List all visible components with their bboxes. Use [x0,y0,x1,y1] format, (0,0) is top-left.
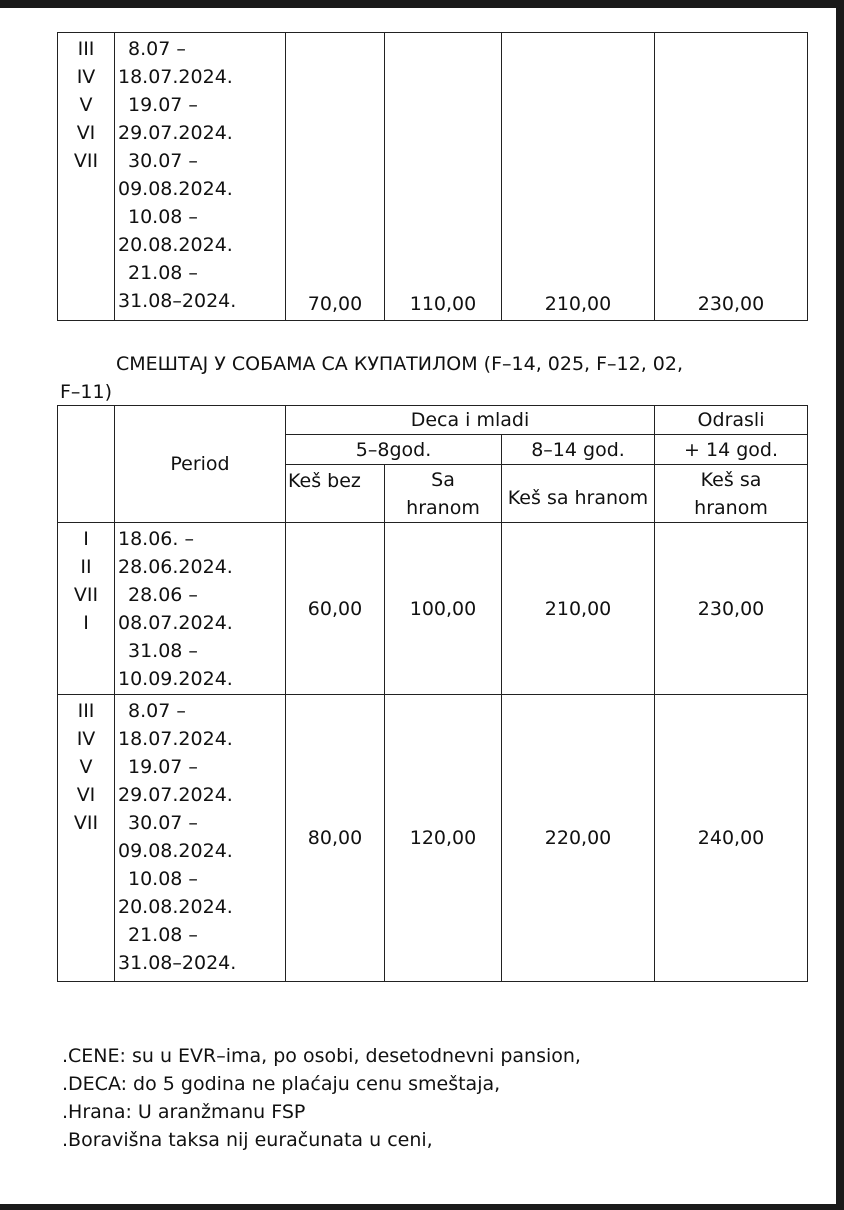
price-table-continued [57,32,808,321]
roman-numeral: VII [73,150,99,172]
period-line: 09.08.2024. [118,840,233,862]
period-line: 21.08 – [128,924,198,946]
roman-numeral: III [77,700,95,722]
header-odrasli-age: + 14 god. [655,435,808,465]
price-cell: 120,00 [385,695,502,982]
period-line: 30.07 – [128,812,198,834]
period-line: 18.07.2024. [118,66,233,88]
note-item: .CENE: su u EVR–ima, po osobi, desetodnevni pansion, [62,1045,581,1067]
period-line: 29.07.2024. [118,122,233,144]
period-line: 10.09.2024. [118,668,233,690]
period-cell [115,695,286,982]
note-item: .DECA: do 5 godina ne plaćaju cenu smeštaja, [62,1073,501,1095]
header-period: Period [115,406,286,523]
roman-numeral: II [80,556,92,578]
header-age-5-8: 5–8god. [286,435,502,465]
roman-numeral: VII [73,584,99,606]
roman-numeral: VI [76,122,96,144]
roman-numeral: I [83,612,89,634]
header-sa-hranom [385,465,502,523]
roman-numeral: IV [76,728,96,750]
price-cell: 210,00 [502,33,655,321]
period-line: 20.08.2024. [118,896,233,918]
period-cell [115,523,286,695]
header-odrasli-kes [655,465,808,523]
roman-numeral: III [77,38,95,60]
roman-numeral: VI [76,784,96,806]
roman-cell [58,33,115,321]
section-heading: СМЕШТАЈ У СОБАМА СА КУПАТИЛОМ (F–14, 025, F–12, 02, [116,353,684,375]
note-item: .Hrana: U aranžmanu FSP [62,1101,306,1123]
period-line: 19.07 – [128,756,198,778]
header-deca: Deca i mladi [286,406,655,435]
period-line: 28.06 – [128,584,198,606]
period-line: 18.06. – [118,528,194,550]
period-line: 20.08.2024. [118,234,233,256]
period-line: 18.07.2024. [118,728,233,750]
right-border [836,0,844,1210]
header-text: Keš sa [700,468,762,491]
header-kes-sa-hranom: Keš sa hranom [502,465,655,523]
table-row [58,695,808,982]
table-header-row [58,406,808,435]
period-line: 10.08 – [128,206,198,228]
period-line: 28.06.2024. [118,556,233,578]
roman-numeral: V [79,94,93,116]
price-cell: 240,00 [655,695,808,982]
header-odrasli: Odrasli [655,406,808,435]
roman-cell [58,695,115,982]
period-line: 21.08 – [128,262,198,284]
period-line: 30.07 – [128,150,198,172]
price-cell: 100,00 [385,523,502,695]
price-cell: 80,00 [286,695,385,982]
period-line: 10.08 – [128,868,198,890]
notes-list [62,1042,581,1154]
roman-numeral: VII [73,812,99,834]
top-border [0,0,844,8]
period-line: 31.08–2024. [118,952,237,974]
price-cell: 70,00 [286,33,385,321]
price-cell: 230,00 [655,33,808,321]
period-line: 8.07 – [128,38,186,60]
period-line: 08.07.2024. [118,612,233,634]
header-text: Sa [431,468,455,491]
roman-cell [58,523,115,695]
roman-numeral: I [83,528,89,550]
bottom-border [0,1204,844,1210]
note-item: .Boravišna taksa nij euračunata u ceni, [62,1129,433,1151]
roman-numeral: IV [76,66,96,88]
price-cell: 210,00 [502,523,655,695]
header-kes-bez: Keš bez [286,465,385,523]
price-cell: 60,00 [286,523,385,695]
header-text: hranom [406,496,480,519]
price-cell: 230,00 [655,523,808,695]
header-age-8-14: 8–14 god. [502,435,655,465]
period-line: 31.08–2024. [118,290,237,312]
period-cell [115,33,286,321]
price-cell: 220,00 [502,695,655,982]
period-line: 29.07.2024. [118,784,233,806]
table-row [58,33,808,321]
price-table-bathroom-rooms [57,405,808,982]
header-blank [58,406,115,523]
period-line: 09.08.2024. [118,178,233,200]
price-cell: 110,00 [385,33,502,321]
period-line: 31.08 – [128,640,198,662]
table-row [58,523,808,695]
period-line: 19.07 – [128,94,198,116]
period-line: 8.07 – [128,700,186,722]
header-text: hranom [694,496,768,519]
section-heading-cont: F–11) [60,381,113,403]
roman-numeral: V [79,756,93,778]
